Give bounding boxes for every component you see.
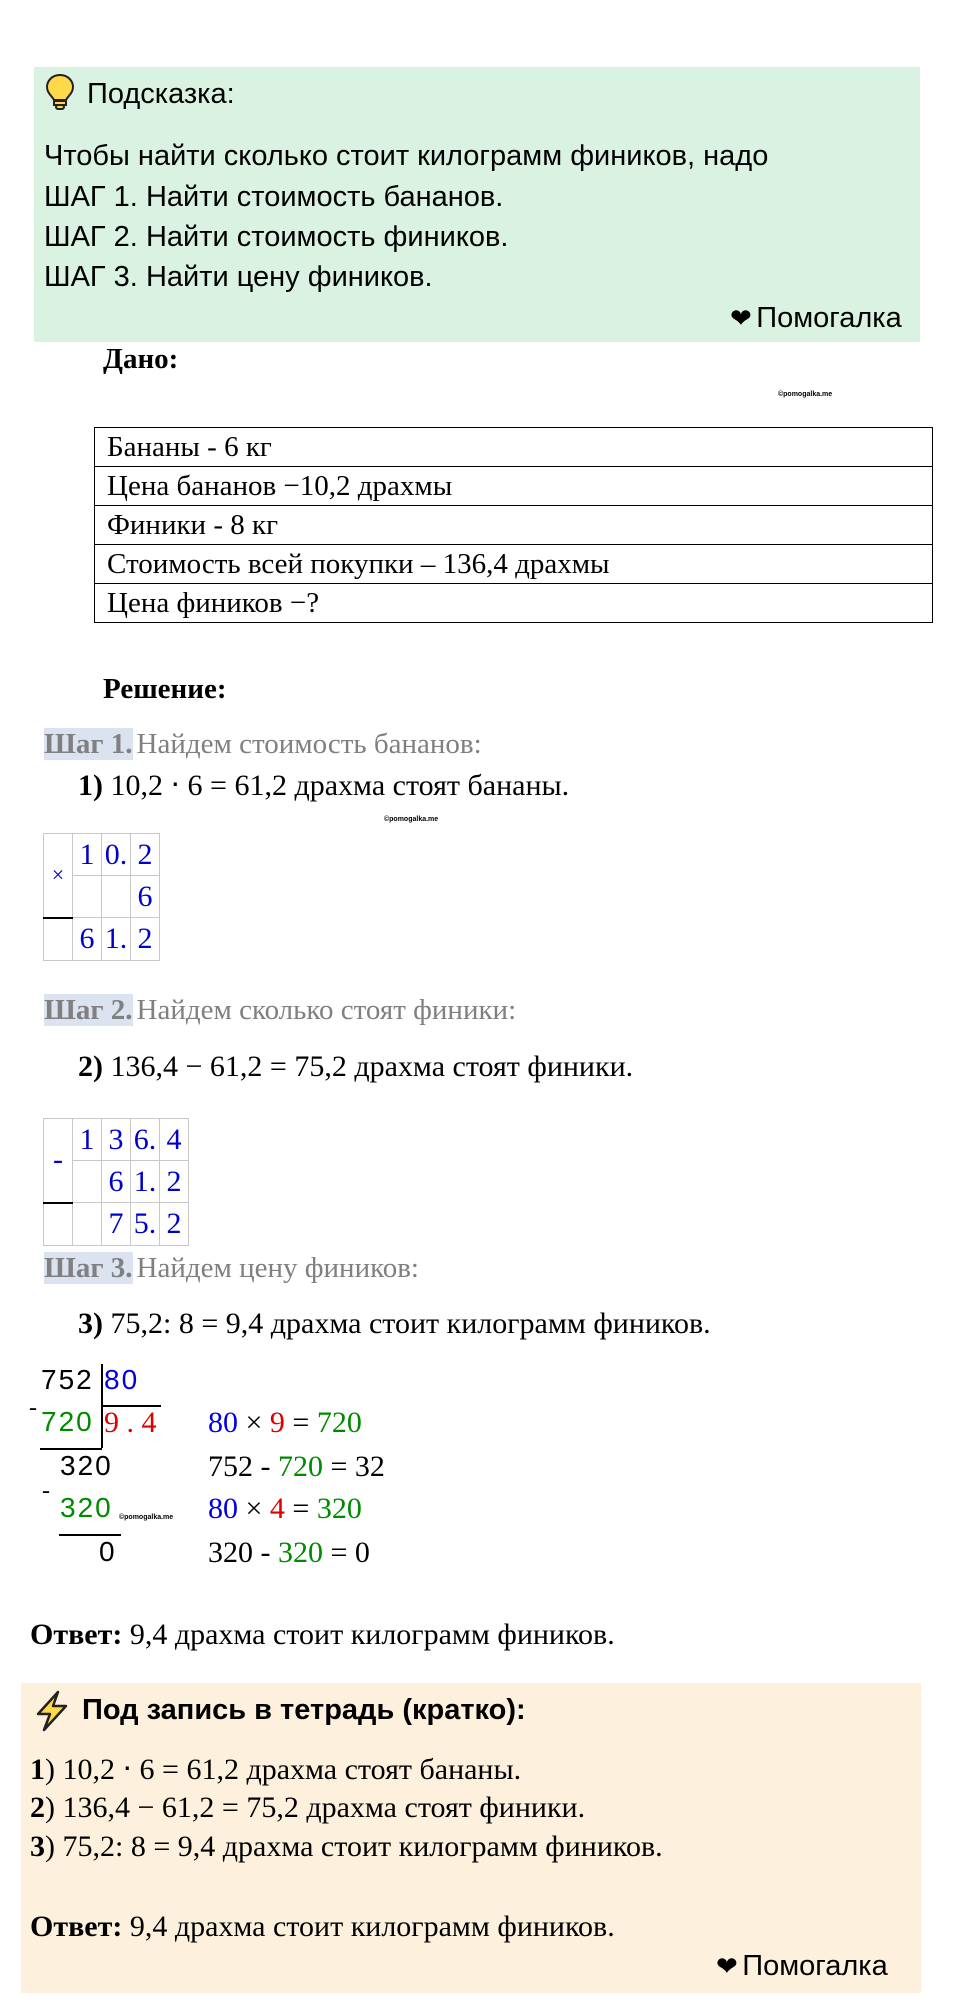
minus-sign: -: [29, 1395, 37, 1421]
check-value: 80: [208, 1406, 238, 1439]
watermark: ©pomogalka.me: [384, 816, 439, 823]
grid-cell: [44, 1203, 73, 1246]
hint-step-label: ШАГ 2.: [44, 221, 138, 253]
line-number: 1: [30, 1753, 45, 1786]
line-number: 3: [30, 1830, 45, 1863]
grid-digit: [73, 1203, 102, 1246]
watermark: ©pomogalka.me: [778, 391, 833, 398]
quotient-fraction: 4: [141, 1406, 157, 1439]
line-number: 2: [30, 1791, 45, 1824]
given-row: [95, 545, 933, 584]
given-cell: Цена фиников −?: [95, 584, 933, 623]
given-row: [95, 506, 933, 545]
step-3-header: [44, 1252, 419, 1285]
hint-step-2: [44, 221, 508, 254]
check-value: 80: [208, 1492, 238, 1525]
grid-digit: [102, 876, 131, 918]
heart-icon: ❤: [730, 303, 752, 333]
grid-digit: 6: [131, 876, 160, 918]
hint-step-1: [44, 181, 503, 214]
step-text: Найдем сколько стоят финики:: [136, 994, 517, 1026]
check-value: 320: [278, 1536, 323, 1569]
equation: 10,2 ⋅ 6 = 61,2: [110, 769, 287, 802]
check-result: 720: [316, 1406, 362, 1439]
grid-cell: [44, 918, 73, 961]
given-row: [95, 428, 933, 467]
grid-digit: 6: [73, 918, 102, 961]
grid-digit: [73, 876, 102, 918]
grid-digit: [73, 1161, 102, 1203]
answer-label: Ответ:: [30, 1618, 123, 1651]
grid-digit: 0.: [102, 834, 131, 876]
check-value: 9: [269, 1406, 285, 1439]
step-label: Шаг 1.: [44, 728, 133, 760]
check-line-4: [208, 1536, 370, 1570]
step-number: 3): [78, 1307, 103, 1340]
equation: 75,2: 8 = 9,4: [110, 1307, 264, 1340]
equation: 136,4 − 61,2 = 75,2: [110, 1050, 347, 1083]
multiplication-grid: [43, 833, 160, 961]
grid-digit: 1: [73, 834, 102, 876]
check-line-2: [208, 1450, 385, 1484]
step-2-header: [44, 994, 516, 1027]
check-value: 4: [269, 1492, 285, 1525]
check-line-1: [208, 1406, 362, 1440]
line-text: ) 136,4 − 61,2 = 75,2 драхма стоят финики.: [45, 1791, 586, 1824]
step-text: Найдем стоимость бананов:: [136, 728, 482, 760]
check-operator: =: [284, 1492, 317, 1525]
hint-step-label: ШАГ 3.: [44, 261, 138, 293]
step-2-equation: [78, 1050, 633, 1084]
hint-step-3: [44, 261, 433, 294]
lightning-icon: [32, 1690, 72, 1732]
given-cell: Стоимость всей покупки – 136,4 драхмы: [95, 545, 933, 584]
step-text: Найдем цену фиников:: [136, 1252, 419, 1284]
grid-digit: 1.: [131, 1161, 160, 1203]
hint-step-text: Найти стоимость фиников.: [145, 221, 509, 253]
notebook-line-3: [30, 1830, 663, 1864]
grid-digit: 4: [160, 1119, 189, 1161]
grid-digit: 2: [131, 834, 160, 876]
hint-step-text: Найти цену фиников.: [145, 261, 433, 293]
division-remainder: 320: [60, 1450, 113, 1481]
brand-label: Помогалка: [742, 1950, 888, 1982]
check-value: 720: [278, 1450, 323, 1483]
heart-icon: ❤: [716, 1951, 738, 1981]
line-text: ) 75,2: 8 = 9,4 драхма стоит килограмм фиников.: [45, 1830, 663, 1863]
step-label: Шаг 3.: [44, 1252, 133, 1284]
grid-digit: 6.: [131, 1119, 160, 1161]
brand-label: Помогалка: [756, 302, 902, 334]
notebook-answer: [30, 1910, 615, 1944]
grid-digit: 7: [102, 1203, 131, 1246]
division-dividend: 752: [41, 1364, 94, 1395]
division-quotient: [104, 1406, 157, 1440]
division-divisor: 80: [104, 1364, 140, 1395]
hint-brand: [730, 302, 902, 335]
answer: [30, 1618, 615, 1652]
step-3-equation: [78, 1307, 711, 1341]
notebook-brand: [716, 1950, 888, 1983]
given-cell: Цена бананов −10,2 драхмы: [95, 467, 933, 506]
grid-digit: 2: [131, 918, 160, 961]
check-operator: ×: [238, 1492, 270, 1525]
hint-title: Подсказка:: [87, 78, 235, 110]
division-subtrahend: 720: [41, 1406, 94, 1437]
step-1-header: [44, 728, 482, 761]
subtraction-grid: [43, 1118, 189, 1246]
given-table: [94, 427, 933, 623]
watermark: ©pomogalka.me: [119, 1514, 174, 1521]
given-row: [95, 467, 933, 506]
lightbulb-icon: [44, 73, 76, 111]
given-cell: Бананы - 6 кг: [95, 428, 933, 467]
operator-sign: -: [44, 1119, 73, 1203]
division-subtrahend: 320: [60, 1492, 113, 1523]
equation-tail: драхма стоят финики.: [354, 1050, 634, 1083]
quotient-integer: 9: [104, 1406, 119, 1439]
grid-digit: 6: [102, 1161, 131, 1203]
answer-label: Ответ:: [30, 1910, 123, 1943]
operator-sign: ×: [44, 834, 73, 918]
hint-step-label: ШАГ 1.: [44, 181, 138, 213]
check-line-3: [208, 1492, 362, 1526]
hint-intro: Чтобы найти сколько стоит килограмм фиников, надо: [44, 140, 769, 172]
given-heading: Дано:: [103, 343, 179, 375]
equation-tail: драхма стоят бананы.: [294, 769, 570, 802]
notebook-line-1: [30, 1752, 521, 1787]
step-number: 2): [78, 1050, 103, 1083]
given-cell: Финики - 8 кг: [95, 506, 933, 545]
step-label: Шаг 2.: [44, 994, 133, 1026]
notebook-line-2: [30, 1791, 585, 1825]
check-operator: ×: [238, 1406, 270, 1439]
check-result: 320: [316, 1492, 362, 1525]
grid-digit: 5.: [131, 1203, 160, 1246]
solution-heading: Решение:: [103, 673, 227, 705]
division-final-remainder: 0: [99, 1536, 115, 1567]
hint-step-text: Найти стоимость бананов.: [145, 181, 504, 213]
step-1-equation: [78, 768, 569, 803]
check-value: 752 -: [208, 1450, 278, 1483]
grid-digit: 3: [102, 1119, 131, 1161]
check-result: = 32: [323, 1450, 385, 1483]
minus-sign: -: [42, 1478, 50, 1504]
check-operator: =: [284, 1406, 317, 1439]
quotient-dot: .: [119, 1406, 142, 1439]
given-row: [95, 584, 933, 623]
grid-digit: 2: [160, 1203, 189, 1246]
answer-text: 9,4 драхма стоит килограмм фиников.: [129, 1910, 615, 1943]
check-result: = 0: [323, 1536, 370, 1569]
grid-digit: 1: [73, 1119, 102, 1161]
notebook-title: Под запись в тетрадь (кратко):: [82, 1694, 526, 1726]
check-value: 320 -: [208, 1536, 278, 1569]
grid-digit: 2: [160, 1161, 189, 1203]
answer-text: 9,4 драхма стоит килограмм фиников.: [129, 1618, 615, 1651]
step-number: 1): [78, 769, 103, 802]
equation-tail: драхма стоит килограмм фиников.: [270, 1307, 711, 1340]
grid-digit: 1.: [102, 918, 131, 961]
line-text: ) 10,2 ⋅ 6 = 61,2 драхма стоят бананы.: [45, 1753, 522, 1786]
